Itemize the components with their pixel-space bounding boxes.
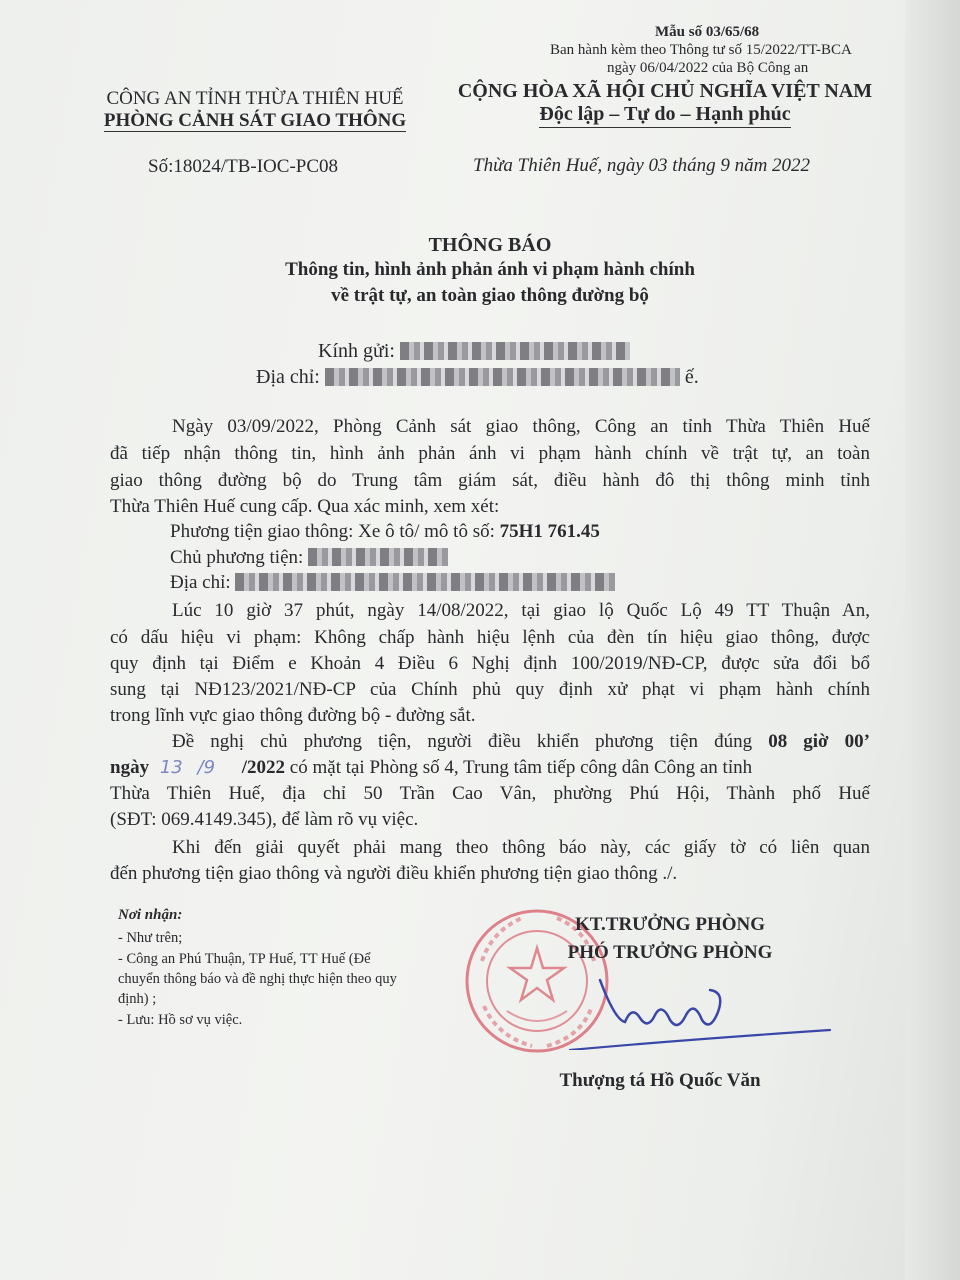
paragraph-4-line-1: Khi đến giải quyết phải mang theo thông báo này, các giấy tờ có liên quan — [172, 837, 870, 858]
address-end: ế. — [684, 366, 699, 388]
vehicle-line — [170, 521, 600, 543]
paragraph-3-line-1 — [172, 731, 870, 753]
paragraph-2-line-5: trong lĩnh vực giao thông đường bộ - đường sắt. — [110, 705, 476, 726]
signer-name: Thượng tá Hồ Quốc Văn — [559, 1070, 761, 1091]
document-subtitle-2-text: về trật tự, an toàn giao thông đường bộ — [331, 285, 649, 306]
handwritten-month: 9 — [203, 757, 216, 778]
form-issued-date: ngày 06/04/2022 của Bộ Công an — [607, 60, 809, 76]
appointment-day-label: ngày — [110, 757, 150, 778]
paragraph-4-line-2: đến phương tiện giao thông và người điều khiển phương tiện giao thông ./. — [110, 863, 678, 884]
paragraph-3-line-2 — [110, 757, 870, 779]
document-subtitle-2 — [0, 285, 960, 307]
recipient-3: - Lưu: Hồ sơ vụ việc. — [118, 1012, 243, 1028]
signature-title-2: PHÓ TRƯỞNG PHÒNG — [567, 942, 773, 963]
form-issued-line: Ban hành kèm theo Thông tư số 15/2022/TT-BCA — [550, 42, 852, 58]
recipient-2-line-2: chuyển thông báo và đề nghị thực hiện theo quy — [118, 971, 397, 987]
recipients-title: Nơi nhận: — [118, 907, 183, 923]
redacted-owner — [308, 548, 448, 566]
nation-name: CỘNG HÒA XÃ HỘI CHỦ NGHĨA VIỆT NAM — [457, 80, 873, 102]
agency-header — [70, 88, 440, 132]
owner-address-label: Địa chỉ: — [170, 572, 231, 593]
paragraph-2-line-2: có dấu hiệu vi phạm: Không chấp hành hiệu lệnh của đèn tín hiệu giao thông, được — [110, 627, 870, 648]
document-number: Số:18024/TB-IOC-PC08 — [148, 156, 339, 177]
paragraph-2-line-3: quy định tại Điểm e Khoản 4 Điều 6 Nghị định 100/2019/NĐ-CP, được sửa đổi bổ — [110, 653, 870, 674]
paragraph-3-request: Đề nghị chủ phương tiện, người điều khiển phương tiện đúng — [172, 731, 753, 752]
recipient-1: - Như trên; — [118, 930, 183, 946]
paragraph-1-line-4: Thừa Thiên Huế cung cấp. Qua xác minh, xem xét: — [110, 496, 500, 517]
redacted-address — [325, 368, 680, 386]
signature-title-1: KT.TRƯỞNG PHÒNG — [575, 914, 765, 935]
handwritten-day: 13 — [159, 757, 183, 778]
owner-line — [170, 547, 448, 569]
redacted-owner-address — [235, 573, 615, 591]
appointment-year: /2022 — [241, 757, 286, 778]
appointment-time: 08 giờ 00’ — [768, 731, 870, 752]
owner-label: Chủ phương tiện: — [170, 547, 304, 568]
vehicle-label: Phương tiện giao thông: Xe ô tô/ mô tô số: — [170, 521, 495, 542]
paragraph-1-line-2: đã tiếp nhận thông tin, hình ảnh phản ánh vi phạm hành chính về trật tự, an toàn — [110, 443, 870, 464]
date-line: Thừa Thiên Huế, ngày 03 tháng 9 năm 2022 — [473, 155, 811, 176]
document-subtitle-1: Thông tin, hình ảnh phản ánh vi phạm hành chính — [285, 259, 695, 280]
motto — [435, 103, 895, 126]
appointment-place: có mặt tại Phòng số 4, Trung tâm tiếp công dân Công an tỉnh — [289, 757, 753, 778]
page-edge — [905, 0, 960, 1280]
department-name-text: PHÒNG CẢNH SÁT GIAO THÔNG — [103, 110, 407, 131]
paragraph-3-line-4: (SĐT: 069.4149.345), để làm rõ vụ việc. — [110, 809, 419, 830]
nation-header — [435, 80, 895, 126]
paragraph-2-line-4: sung tại NĐ123/2021/NĐ-CP của Chính phủ quy định xử phạt vi phạm hành chính — [110, 679, 870, 700]
paragraph-2-line-1: Lúc 10 giờ 37 phút, ngày 14/08/2022, tại giao lộ Quốc Lộ 49 TT Thuận An, — [172, 600, 870, 621]
paragraph-3-line-3: Thừa Thiên Huế, địa chỉ 50 Trần Cao Vân, phường Phú Hội, Thành phố Huế — [110, 783, 870, 804]
address-label: Địa chỉ: — [256, 366, 320, 388]
addressee-to — [318, 340, 630, 363]
redacted-recipient — [400, 342, 630, 360]
recipient-2-line-3: định) ; — [118, 991, 157, 1007]
addressee-address — [256, 366, 699, 389]
handwritten-slash: / — [197, 757, 204, 778]
form-number: Mẫu số 03/65/68 — [655, 24, 760, 40]
paragraph-1-line-3: giao thông đường bộ do Trung tâm giám sát, điều hành đô thị thông minh tỉnh — [110, 470, 870, 491]
department-name — [70, 110, 440, 132]
agency-name: CÔNG AN TỈNH THỪA THIÊN HUẾ — [106, 88, 404, 109]
vehicle-plate: 75H1 761.45 — [499, 521, 600, 542]
paragraph-1-line-1: Ngày 03/09/2022, Phòng Cảnh sát giao thông, Công an tỉnh Thừa Thiên Huế — [172, 416, 870, 437]
document-title: THÔNG BÁO — [428, 234, 552, 256]
handwritten-signature — [560, 960, 840, 1050]
motto-text: Độc lập – Tự do – Hạnh phúc — [539, 103, 790, 128]
to-label: Kính gửi: — [318, 340, 395, 362]
recipient-2-line-1: - Công an Phú Thuận, TP Huế, TT Huế (Để — [118, 951, 371, 967]
owner-address-line — [170, 572, 615, 594]
